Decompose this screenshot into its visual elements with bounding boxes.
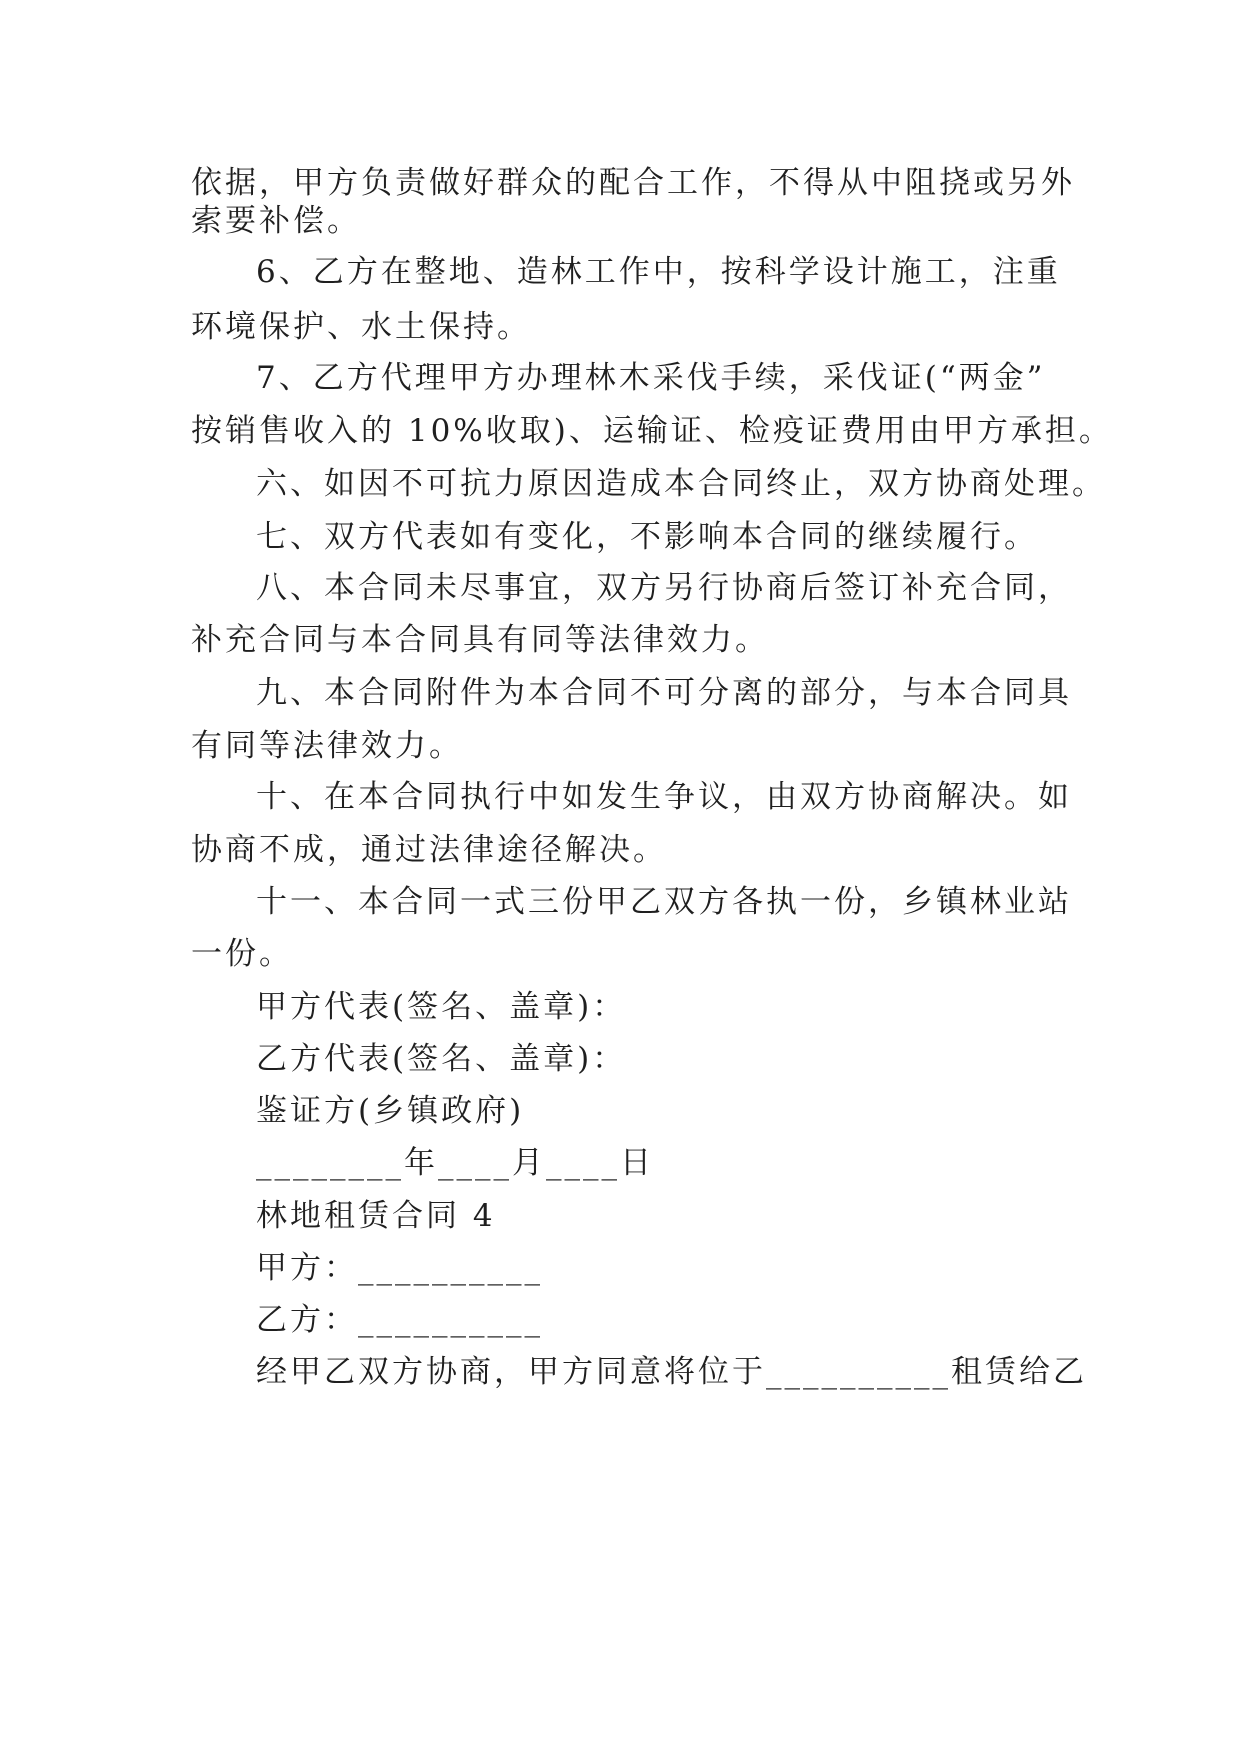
paragraph-line: 环境保护、水土保持。 [191,309,531,345]
date-line: ________年____月____日 [256,1145,654,1181]
paragraph-line: 依据，甲方负责做好群众的配合工作，不得从中阻挠或另外 [191,165,1075,201]
paragraph-line: 八、本合同未尽事宜，双方另行协商后签订补充合同， [256,570,1072,606]
paragraph-line: 按销售收入的 10%收取)、运输证、检疫证费用由甲方承担。 [191,413,1113,449]
party-a-line: 甲方：__________ [256,1250,543,1286]
paragraph-line: 6、乙方在整地、造林工作中，按科学设计施工，注重 [256,254,1061,290]
paragraph-line: 十、在本合同执行中如发生争议，由双方协商解决。如 [256,779,1072,815]
signature-witness: 鉴证方(乡镇政府) [256,1093,525,1129]
paragraph-line: 十一、本合同一式三份甲乙双方各执一份，乡镇林业站 [256,884,1072,920]
paragraph-line: 有同等法律效力。 [191,728,463,764]
signature-party-a: 甲方代表(签名、盖章)： [256,989,627,1025]
paragraph-line: 六、如因不可抗力原因造成本合同终止，双方协商处理。 [256,466,1106,502]
paragraph-line: 一份。 [191,936,293,972]
paragraph-line: 七、双方代表如有变化，不影响本合同的继续履行。 [256,519,1038,555]
paragraph-line: 九、本合同附件为本合同不可分离的部分，与本合同具 [256,675,1072,711]
paragraph-line: 经甲乙双方协商，甲方同意将位于__________租赁给乙 [256,1354,1087,1390]
paragraph-line: 7、乙方代理甲方办理林木采伐手续，采伐证(“两金” [256,360,1046,396]
paragraph-line: 补充合同与本合同具有同等法律效力。 [191,622,769,658]
paragraph-line: 索要补偿。 [191,203,361,239]
party-b-line: 乙方：__________ [256,1302,543,1338]
section-title: 林地租赁合同 4 [256,1198,496,1234]
signature-party-b: 乙方代表(签名、盖章)： [256,1041,627,1077]
paragraph-line: 协商不成，通过法律途径解决。 [191,832,667,868]
